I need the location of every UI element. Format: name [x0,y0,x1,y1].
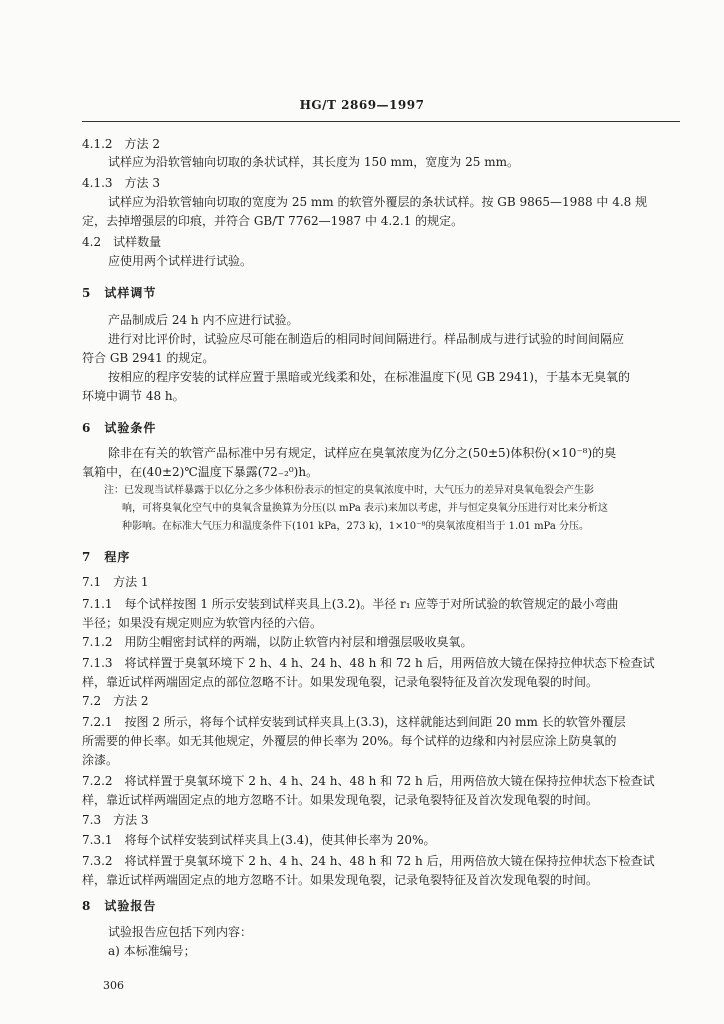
paragraph-line: 涂漆。 [82,753,119,767]
paragraph-line: 氧箱中，在(40±2)℃温度下暴露(72₋₂⁰)h。 [82,465,319,479]
paragraph-line: 除非在有关的软管产品标准中另有规定，试样应在臭氧浓度为亿分之(50±5)体积份(×10⁻⁸)的臭 [108,446,617,460]
paragraph-line: 试验报告应包括下列内容： [108,925,253,939]
note-line: 注：已发现当试样暴露于以亿分之多少体积份表示的恒定的臭氧浓度中时，大气压力的差异对臭氧龟裂会产生影 [104,485,594,496]
standard-code-header: HG/T 2869—1997 [299,98,425,112]
paragraph-line: 7.2.2 将试样置于臭氧环境下 2 h、4 h、24 h、48 h 和 72 h 后，用两倍放大镜在保持拉伸状态下检查试 [82,774,655,788]
paragraph-line: 应使用两个试样进行试验。 [108,254,253,268]
paragraph-line: 半径；如果没有规定则应为软管内径的六倍。 [82,616,323,630]
page-number: 306 [103,979,124,992]
paragraph-line: 7.1.2 用防尘帽密封试样的两端，以防止软管内衬层和增强层吸收臭氧。 [82,635,473,649]
note-line: 响，可将臭氧化空气中的臭氧含量换算为分压(以 mPa 表示)来加以考虑，并与恒定臭氧分压进行对比来分析这 [122,503,608,514]
paragraph-line: 符合 GB 2941 的规定。 [82,351,215,365]
paragraph-line: 7.3.1 将每个试样安装到试样夹具上(3.4)，使其伸长率为 20%。 [82,833,436,847]
paragraph-line: 所需要的伸长率。如无其他规定，外覆层的伸长率为 20%。每个试样的边缘和内衬层应涂上防臭氧的 [82,734,617,748]
paragraph-line: 样，靠近试样两端固定点的地方忽略不计。如果发现龟裂，记录龟裂特征及首次发现龟裂的时间。 [82,873,599,887]
paragraph-line: 进行对比评价时，试验应尽可能在制造后的相同时间间隔进行。样品制成与进行试验的时间间隔应 [108,332,625,346]
paragraph-line: 按相应的程序安装的试样应置于黑暗或光线柔和处，在标准温度下(见 GB 2941)，于基本无臭氧的 [108,370,630,384]
paragraph-line: 样，靠近试样两端固定点的地方忽略不计。如果发现龟裂，记录龟裂特征及首次发现龟裂的时间。 [82,793,599,807]
clause-heading: 4.1.3 方法 3 [82,176,160,190]
clause-heading: 7.2 方法 2 [82,694,149,708]
header-rule [82,121,680,122]
clause-heading: 7.1 方法 1 [82,575,149,589]
clause-heading: 4.2 试样数量 [82,235,162,249]
paragraph-line: 定，去掉增强层的印痕，并符合 GB/T 7762—1987 中 4.2.1 的规定。 [82,214,464,228]
list-item: a) 本标准编号； [108,944,196,958]
clause-heading: 4.1.2 方法 2 [82,137,160,151]
paragraph-line: 7.1.1 每个试样按图 1 所示安装到试样夹具上(3.2)。半径 r₁ 应等于对所试验的软管规定的最小弯曲 [82,597,619,611]
section-heading: 8 试验报告 [82,899,157,913]
paragraph-line: 样，靠近试样两端固定点的部位忽略不计。如果发现龟裂，记录龟裂特征及首次发现龟裂的时间。 [82,675,599,689]
paragraph-line: 试样应为沿软管轴向切取的条状试样，其长度为 150 mm，宽度为 25 mm。 [108,155,519,169]
section-heading: 5 试样调节 [82,286,157,300]
note-line: 种影响。在标准大气压力和温度条件下(101 kPa，273 k)，1×10⁻⁸的臭氧浓度相当于 1.01 mPa 分压。 [122,521,589,532]
paragraph-line: 产品制成后 24 h 内不应进行试验。 [108,313,299,327]
paragraph-line: 7.3.2 将试样置于臭氧环境下 2 h、4 h、24 h、48 h 和 72 h 后，用两倍放大镜在保持拉伸状态下检查试 [82,854,655,868]
section-heading: 6 试验条件 [82,421,157,435]
section-heading: 7 程序 [82,550,131,564]
clause-heading: 7.3 方法 3 [82,813,149,827]
paragraph-line: 7.2.1 按图 2 所示，将每个试样安装到试样夹具上(3.3)，这样就能达到间距 20 mm 长的软管外覆层 [82,715,626,729]
paragraph-line: 环境中调节 48 h。 [82,389,185,403]
paragraph-line: 7.1.3 将试样置于臭氧环境下 2 h、4 h、24 h、48 h 和 72 h 后，用两倍放大镜在保持拉伸状态下检查试 [82,656,655,670]
paragraph-line: 试样应为沿软管轴向切取的宽度为 25 mm 的软管外覆层的条状试样。按 GB 9865—1988 中 4.8 规 [108,195,648,209]
